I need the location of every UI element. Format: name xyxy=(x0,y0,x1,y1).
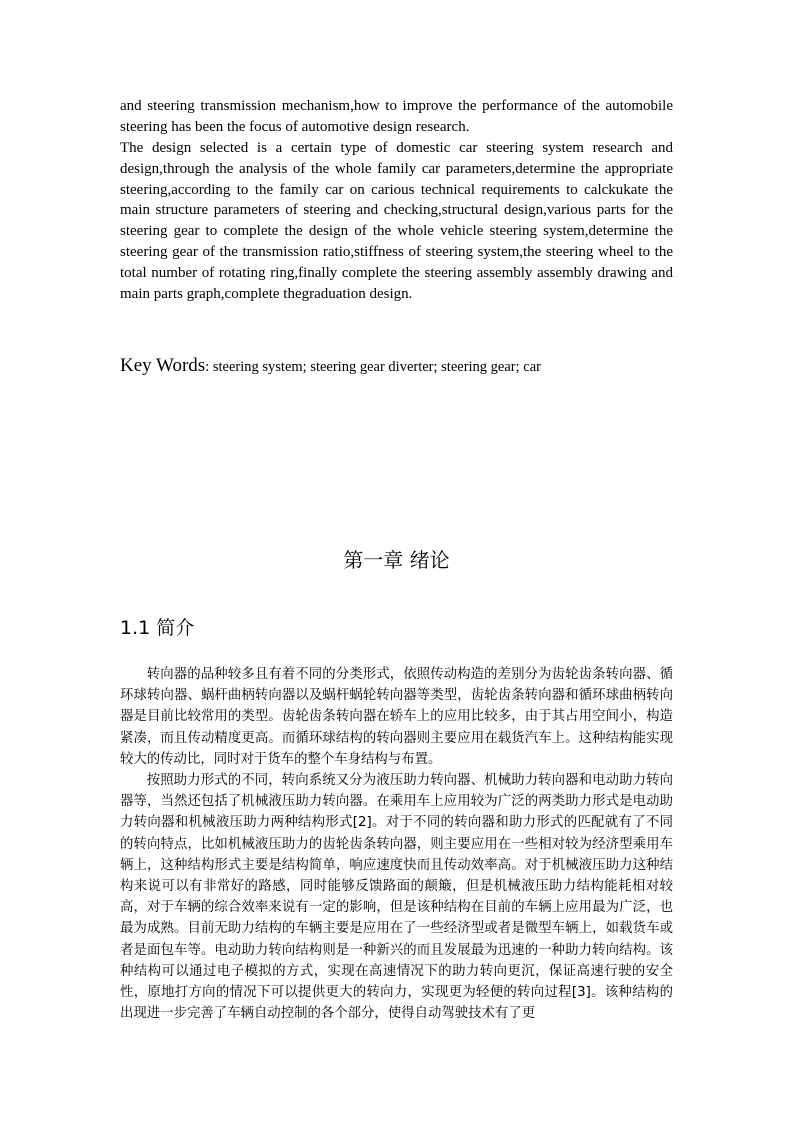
keywords-line xyxy=(120,355,673,378)
abstract-paragraph-continued: and steering transmission mechanism,how to improve the performance of the automobile steering has been the focus of automotive design research. xyxy=(120,98,673,135)
keywords-label: Key Words xyxy=(120,355,206,376)
body-paragraph-1: 转向器的品种较多且有着不同的分类形式，依照传动构造的差别分为齿轮齿条转向器、循环球转向器、蜗杆曲柄转向器以及蜗杆蜗轮转向器等类型，齿轮齿条转向器和循环球曲柄转向器是目前比较常用的类型。齿轮齿条转向器在轿车上的应用比较多，由于其占用空间小，构造紧凑，而且传动精度更高。而循环球结构的转向器则主要应用在载货汽车上。这种结构能实现较大的传动比，同时对于货车的整个车身结构与布置。 xyxy=(120,667,673,767)
section-title: 1.1 简介 xyxy=(120,617,195,639)
keywords-value: : steering system; steering gear diverter; steering gear; car xyxy=(205,359,541,375)
body-paragraph-2: 按照助力形式的不同，转向系统又分为液压助力转向器、机械助力转向器和电动助力转向器等，当然还包括了机械液压助力转向器。在乘用车上应用较为广泛的两类助力形式是电动助力转向器和机械液压助力两种结构形式[2]。对于不同的转向器和助力形式的匹配就有了不同的转向特点，比如机械液压助力的齿轮齿条转向器，则主要应用在一些相对较为经济型乘用车辆上，这种结构形式主要是结构简单，响应速度快而且传动效率高。对于机械液压助力这种结构来说可以有非常好的路感，同时能够反馈路面的颠簸，但是机械液压助力结构能耗相对较高，对于车辆的综合效率来说有一定的影响，但是该种结构在目前的车辆上应用最为广泛，也最为成熟。目前无助力结构的车辆主要是应用在了一些经济型或者是微型车辆上，如载货车或者是面包车等。电动助力转向结构则是一种新兴的而且发展最为迅速的一种助力转向结构。该种结构可以通过电子模拟的方式，实现在高速情况下的助力转向更沉，保证高速行驶的安全性，原地打方向的情况下可以提供更大的转向力，实现更为轻便的转向过程[3]。该种结构的出现进一步完善了车辆自动控制的各个部分，使得自动驾驶技术有了更 xyxy=(120,773,673,1022)
chapter-title: 第一章 绪论 xyxy=(343,548,450,572)
abstract-paragraph: The design selected is a certain type of domestic car steering system research and design,through the analysis of the whole family car parameters,determine the appropriate steering,according to the family car on carious technical requirements to calckukate the main structure parameters of steering and checking,structural design,various parts for the steering gear to complete the design of the whole vehicle steering system,determine the steering gear of the transmission ratio,stiffness of steering system,the steering wheel to the total number of rotating ring,finally complete the steering assembly assembly drawing and main parts graph,complete thegraduation design. xyxy=(120,140,673,302)
